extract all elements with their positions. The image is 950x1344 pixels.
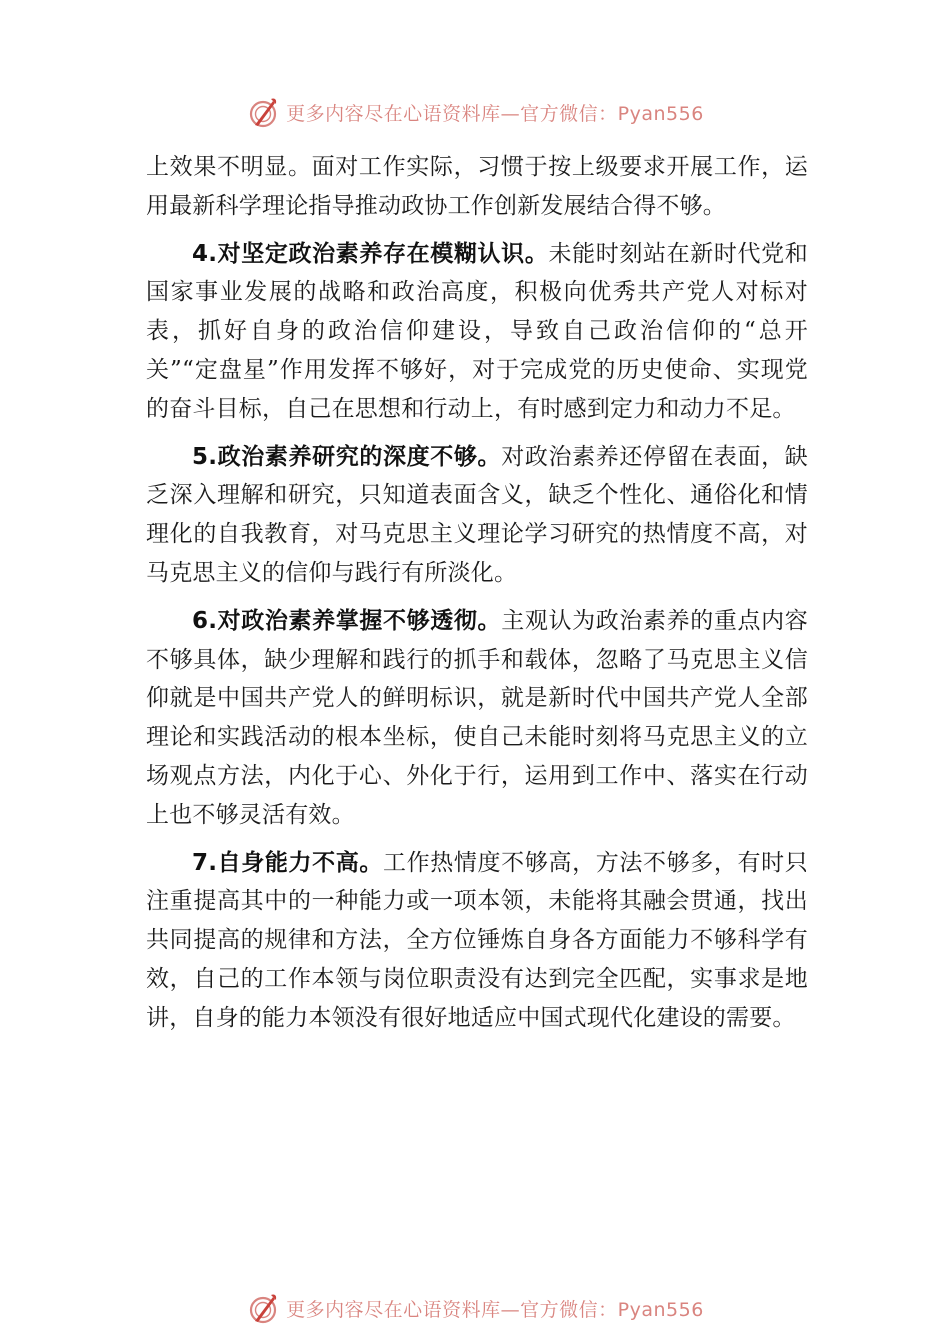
quill-seal-icon [246,95,280,129]
watermark-text: 更多内容尽在心语资料库—官方微信：Pyan556 [286,102,704,125]
paragraph-body: 上效果不明显。面对工作实际，习惯于按上级要求开展工作，运用最新科学理论指导推动政协工作创新发展结合得不够。 [146,154,808,219]
paragraph-body: 主观认为政治素养的重点内容不够具体，缺少理解和践行的抓手和载体，忽略了马克思主义信仰就是中国共产党人的鲜明标识，就是新时代中国共产党人全部理论和实践活动的根本坐标，使自己未能时刻将马克思主义的立场观点方法，内化于心、外化于行，运用到工作中、落实在行动上也不够灵活有效。 [146,607,808,828]
paragraph-heading: 5.政治素养研究的深度不够。 [192,443,502,470]
paragraph-body: 对政治素养还停留在表面，缺乏深入理解和研究，只知道表面含义，缺乏个性化、通俗化和情理化的自我教育，对马克思主义理论学习研究的热情度不高，对马克思主义的信仰与践行有所淡化。 [146,443,808,586]
paragraph-heading: 4.对坚定政治素养存在模糊认识。 [192,240,549,267]
quill-seal-icon [246,1291,280,1325]
paragraph-heading: 6.对政治素养掌握不够透彻。 [192,607,502,634]
paragraph-item-5 [146,438,808,593]
paragraph-item-7 [146,844,808,1038]
paragraph-body: 未能时刻站在新时代党和国家事业发展的战略和政治高度，积极向优秀共产党人对标对表，抓好自身的政治信仰建设，导致自己政治信仰的“总开关”“定盘星”作用发挥不够好，对于完成党的历史使命、实现党的奋斗目标，自己在思想和行动上，有时感到定力和动力不足。 [146,240,808,422]
paragraph-body: 工作热情度不够高，方法不够多，有时只注重提高其中的一种能力或一项本领，未能将其融会贯通，找出共同提高的规律和方法，全方位锤炼自身各方面能力不够科学有效，自己的工作本领与岗位职责没有达到完全匹配，实事求是地讲，自身的能力本领没有很好地适应中国式现代化建设的需要。 [146,849,808,1031]
header-watermark [0,92,950,132]
watermark-text: 更多内容尽在心语资料库—官方微信：Pyan556 [286,1298,704,1321]
paragraph-continuation [146,148,808,226]
footer-watermark [0,1288,950,1328]
document-body [146,148,808,1047]
paragraph-heading: 7.自身能力不高。 [192,849,384,876]
paragraph-item-4 [146,235,808,429]
paragraph-item-6 [146,602,808,835]
